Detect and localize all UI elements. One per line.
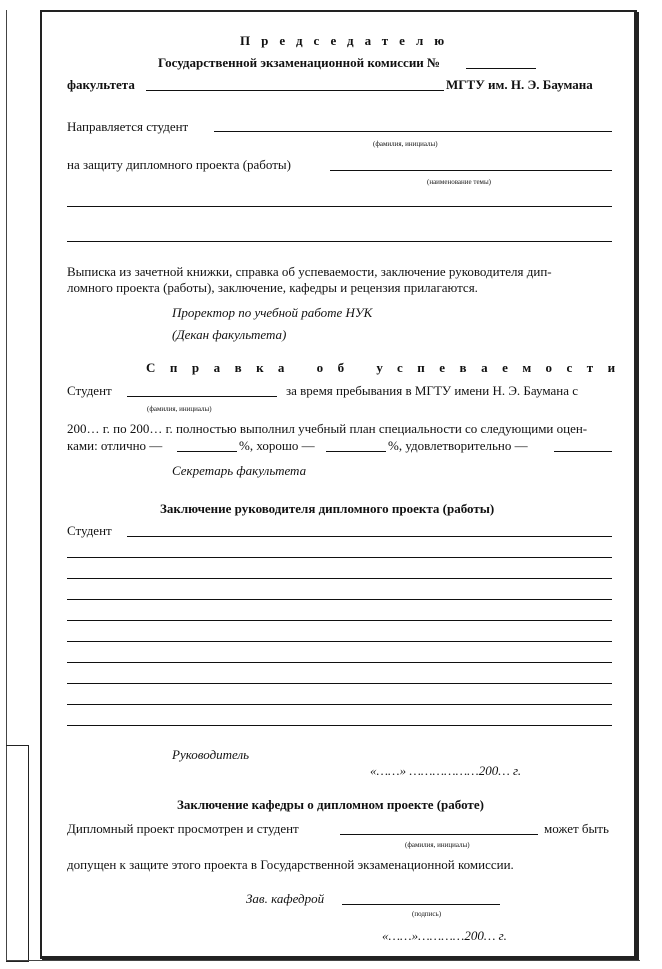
attachments-line-2: ломного проекта (работы), заключение, кафедры и рецензия прилагаются.: [67, 280, 478, 295]
department-line-1-end: может быть: [544, 821, 609, 836]
department-head-signature-field[interactable]: [342, 904, 500, 905]
grade-satisfactory-field[interactable]: [554, 451, 612, 452]
department-line-1-start: Дипломный проект просмотрен и студент: [67, 821, 299, 836]
commission-number-field[interactable]: [466, 68, 536, 69]
topic-line-3[interactable]: [67, 241, 612, 242]
binding-stub: [6, 745, 29, 962]
performance-student-label: Студент: [67, 383, 112, 398]
addressee-heading: Председателю: [240, 33, 456, 48]
department-title: Заключение кафедры о дипломном проекте (работе): [177, 797, 484, 812]
student-name-hint: (фамилия, инициалы): [373, 140, 438, 148]
supervisor-conclusion-line-8[interactable]: [67, 683, 612, 684]
supervisor-conclusion-line-6[interactable]: [67, 641, 612, 642]
supervisor-student-label: Студент: [67, 523, 112, 538]
supervisor-conclusion-line-1[interactable]: [127, 536, 612, 537]
grade-good-label: %, хорошо —: [239, 438, 315, 453]
defense-label: на защиту дипломного проекта (работы): [67, 157, 291, 172]
supervisor-signer: Руководитель: [172, 747, 250, 762]
commission-heading: Государственной экзаменационной комиссии №: [158, 55, 441, 70]
performance-stay-text: за время пребывания в МГТУ имени Н. Э. Баумана с: [286, 383, 578, 398]
topic-line-2[interactable]: [67, 206, 612, 207]
supervisor-conclusion-line-3[interactable]: [67, 578, 612, 579]
department-date: «……»…………200… г.: [382, 928, 507, 943]
supervisor-conclusion-line-5[interactable]: [67, 620, 612, 621]
dean-signer: (Декан факультета): [172, 327, 287, 342]
supervisor-conclusion-line-9[interactable]: [67, 704, 612, 705]
grade-satisfactory-label: %, удовлетворительно —: [388, 438, 528, 453]
faculty-label: факультета: [67, 77, 135, 92]
vice-rector-signer: Проректор по учебной работе НУК: [172, 305, 373, 320]
department-signature-hint: (подпись): [412, 910, 442, 918]
performance-name-hint: (фамилия, инициалы): [147, 405, 212, 413]
supervisor-conclusion-line-7[interactable]: [67, 662, 612, 663]
university-label: МГТУ им. Н. Э. Баумана: [446, 77, 593, 92]
grade-excellent-label: ками: отлично —: [67, 438, 163, 453]
supervisor-title: Заключение руководителя дипломного проекта (работы): [160, 501, 495, 516]
grade-good-field[interactable]: [326, 451, 386, 452]
department-line-2: допущен к защите этого проекта в Государственной экзаменационной комиссии.: [67, 857, 514, 872]
topic-hint: (наименование темы): [427, 178, 492, 186]
performance-student-field[interactable]: [127, 396, 277, 397]
topic-field[interactable]: [330, 170, 612, 171]
supervisor-conclusion-line-10[interactable]: [67, 725, 612, 726]
supervisor-conclusion-line-2[interactable]: [67, 557, 612, 558]
attachments-line-1: Выписка из зачетной книжки, справка об успеваемости, заключение руководителя дип-: [67, 264, 552, 279]
frame-right-shadow: [636, 12, 639, 958]
supervisor-conclusion-line-4[interactable]: [67, 599, 612, 600]
department-name-hint: (фамилия, инициалы): [405, 841, 470, 849]
performance-line-2: 200… г. по 200… г. полностью выполнил учебный план специальности со следующими оцен-: [67, 421, 588, 436]
faculty-field[interactable]: [146, 90, 444, 91]
frame-bottom-shadow: [42, 958, 639, 960]
performance-title: Справка об успеваемости: [146, 360, 630, 375]
department-head-label: Зав. кафедрой: [246, 891, 325, 906]
grade-excellent-field[interactable]: [177, 451, 237, 452]
supervisor-date: «……» ………………200… г.: [370, 763, 522, 778]
stub-bottom-line: [6, 960, 640, 961]
student-name-field[interactable]: [214, 131, 612, 132]
department-student-field[interactable]: [340, 834, 538, 835]
student-referral-label: Направляется студент: [67, 119, 189, 134]
form-frame: [40, 10, 637, 959]
faculty-secretary-signer: Секретарь факультета: [172, 463, 307, 478]
